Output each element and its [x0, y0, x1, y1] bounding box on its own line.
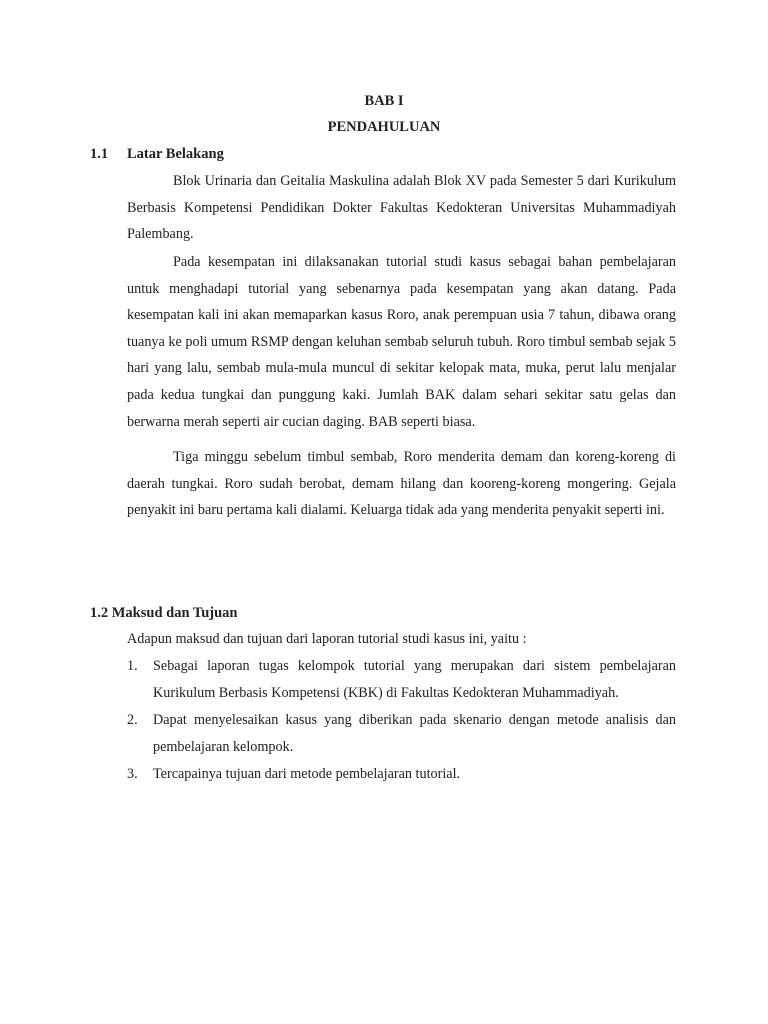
list-item — [127, 653, 676, 707]
list-item-text: Sebagai laporan tugas kelompok tutorial yang merupakan dari sistem pembelajaran Kurikulum Berbasis Kompetensi (KBK) di Fakultas Kedokteran Muhammadiyah. — [153, 658, 676, 701]
paragraph: Tiga minggu sebelum timbul sembab, Roro menderita demam dan koreng-koreng di daerah tungkai. Roro sudah berobat, demam hilang dan kooreng-koreng mongering. Gejala penyakit ini baru pertama kali dialami. Keluarga tidak ada yang menderita penyakit seperti ini. — [127, 449, 676, 519]
list-number: 2. — [127, 712, 138, 728]
section-number: 1.1 — [90, 146, 109, 162]
list-number: 3. — [127, 766, 138, 782]
list-number: 1. — [127, 658, 138, 674]
list-item-text: Dapat menyelesaikan kasus yang diberikan pada skenario dengan metode analisis dan pembelajaran kelompok. — [153, 712, 676, 755]
list-item — [127, 761, 676, 788]
section-intro: Adapun maksud dan tujuan dari laporan tutorial studi kasus ini, yaitu : — [127, 631, 527, 647]
section-heading: 1.2 Maksud dan Tujuan — [90, 605, 238, 621]
paragraph: Blok Urinaria dan Geitalia Maskulina adalah Blok XV pada Semester 5 dari Kurikulum Berbasis Kompetensi Pendidikan Dokter Fakultas Kedokteran Universitas Muhammadiyah Palembang. — [127, 173, 676, 243]
section-title: Latar Belakang — [127, 146, 224, 162]
list-item-text: Tercapainya tujuan dari metode pembelajaran tutorial. — [153, 766, 461, 782]
paragraph: Pada kesempatan ini dilaksanakan tutorial studi kasus sebagai bahan pembelajaran untuk menghadapi tutorial yang sebenarnya pada kesempatan yang akan datang. Pada kesempatan kali ini akan memaparkan kasus Roro, anak perempuan usia 7 tahun, dibawa orang tuanya ke poli umum RSMP dengan keluhan sembab seluruh tubuh. Roro timbul sembab sejak 5 hari yang lalu, sembab mula-mula muncul di sekitar kelopak mata, muka, perut lalu menjalar pada kedua tungkai dan punggung kaki. Jumlah BAK dalam sehari sekitar satu gelas dan berwarna merah seperti air cucian daging. BAB seperti biasa. — [127, 254, 676, 430]
objectives-list — [127, 653, 676, 788]
chapter-label: BAB I — [364, 93, 404, 109]
chapter-title: PENDAHULUAN — [327, 119, 441, 135]
list-item — [127, 707, 676, 761]
